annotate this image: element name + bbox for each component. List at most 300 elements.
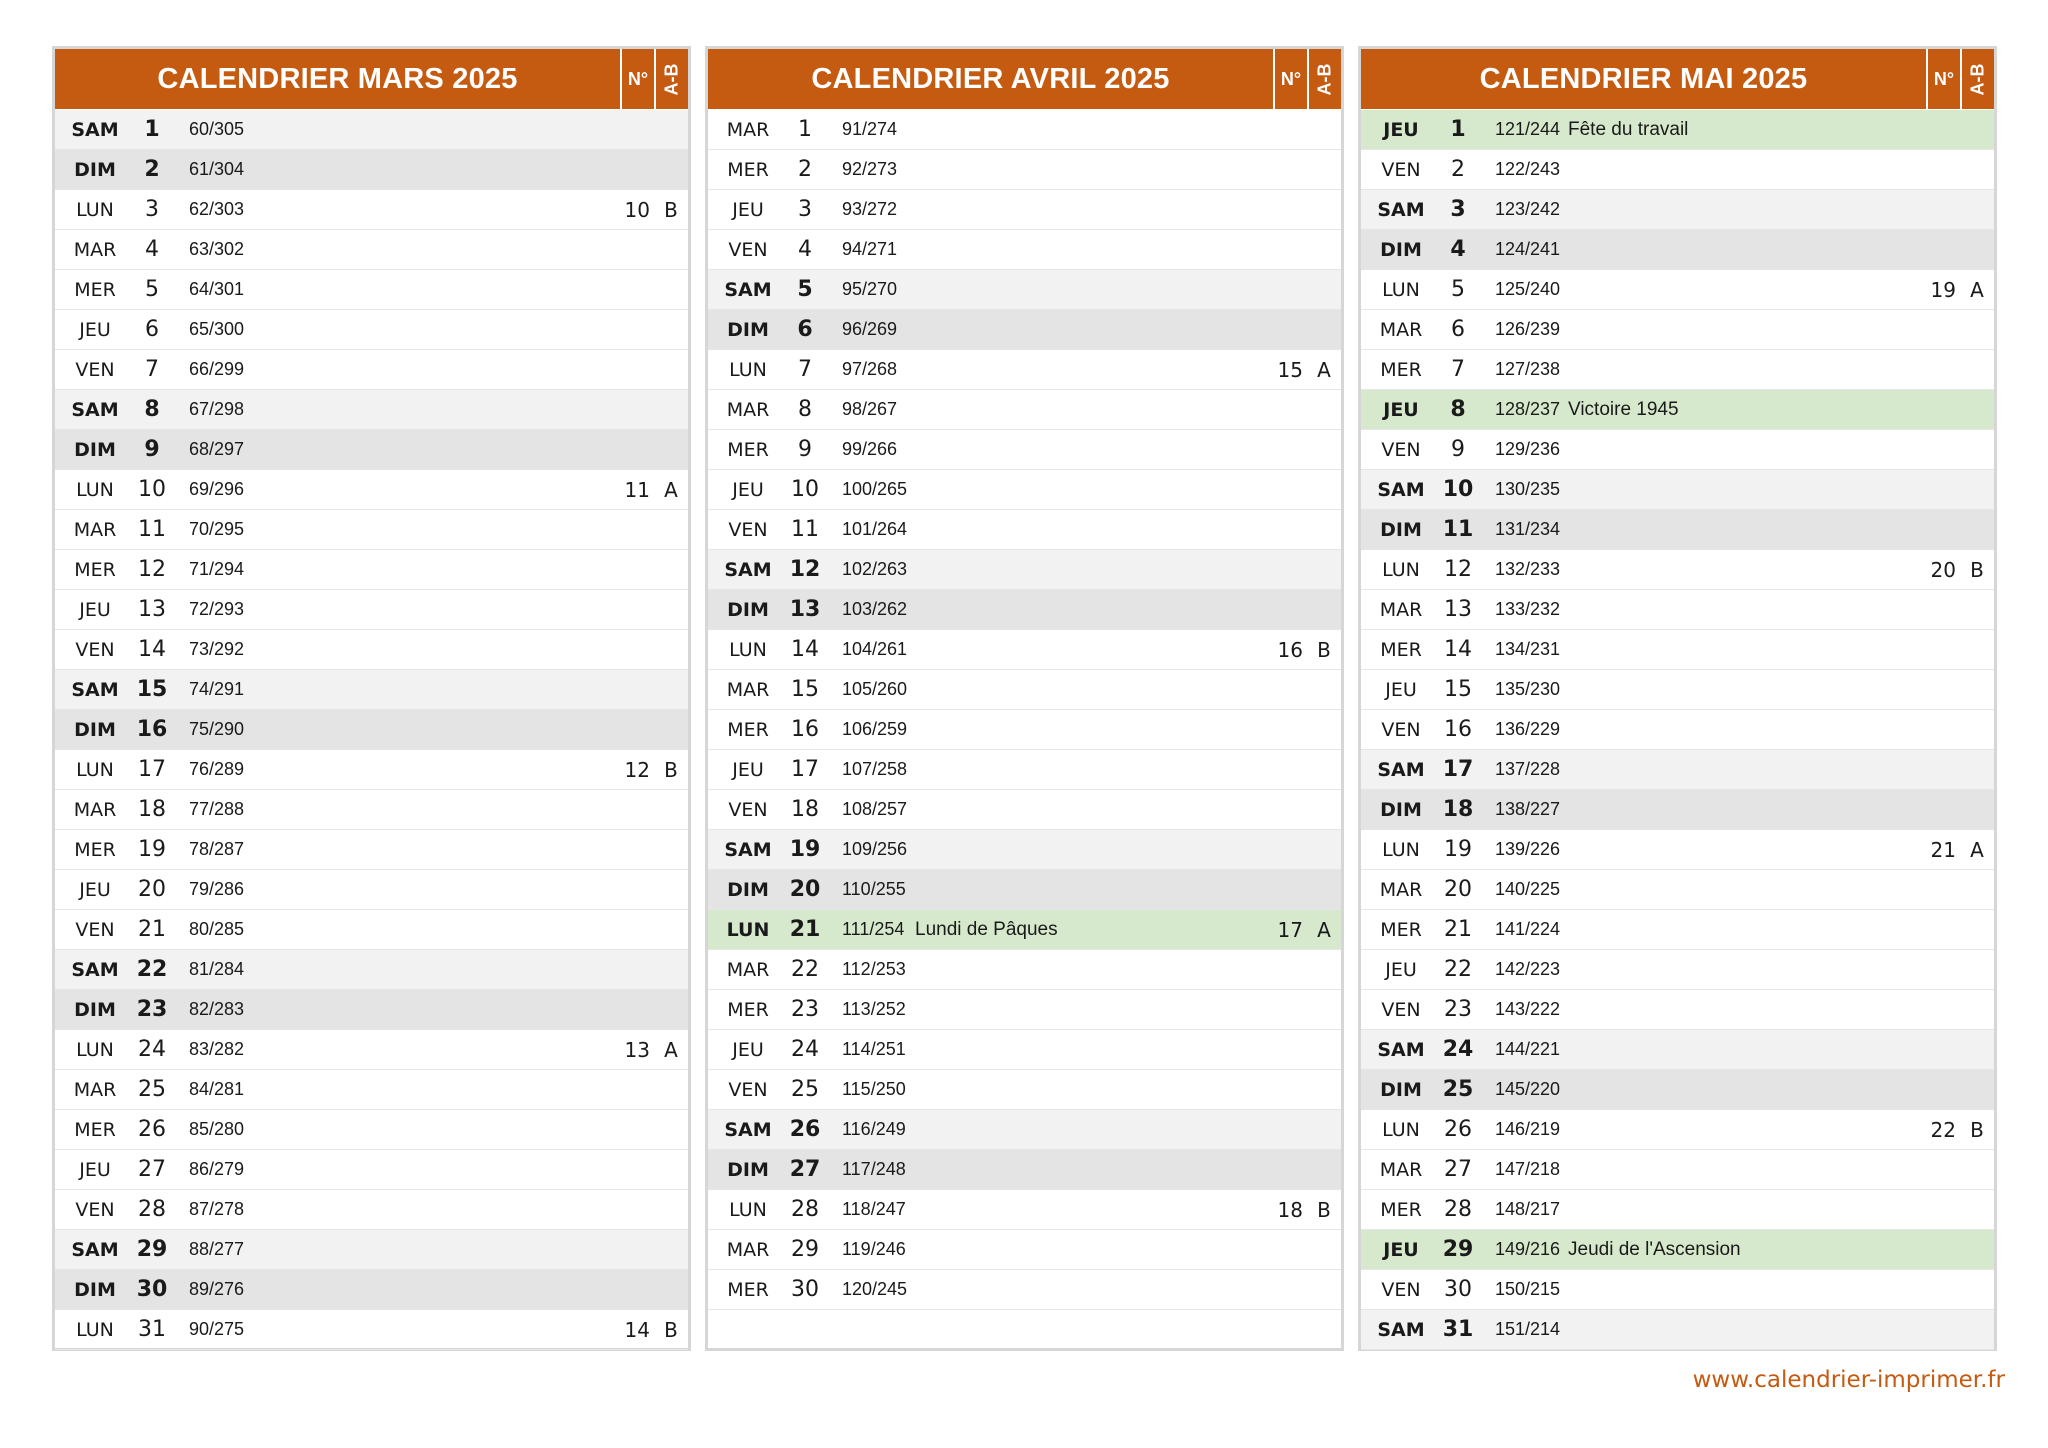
weekday-label: MER — [1380, 1198, 1422, 1221]
day-of-year: 138/227 — [1495, 799, 1561, 819]
weekday-label: LUN — [729, 358, 767, 381]
day-of-year: 92/273 — [842, 159, 898, 179]
day-number: 24 — [791, 1037, 819, 1062]
day-number: 28 — [791, 1197, 819, 1222]
day-number: 13 — [1444, 597, 1472, 622]
day-row — [1361, 630, 1994, 670]
day-number: 22 — [791, 957, 819, 982]
day-number: 22 — [1444, 957, 1472, 982]
day-row — [1361, 1230, 1994, 1270]
day-of-year: 128/237 — [1495, 399, 1561, 419]
weekday-label: VEN — [728, 238, 768, 261]
day-of-year: 61/304 — [189, 159, 245, 179]
day-row — [1361, 950, 1994, 990]
day-of-year: 67/298 — [189, 399, 245, 419]
weekday-label: JEU — [79, 878, 111, 901]
day-of-year: 113/252 — [842, 999, 906, 1019]
day-of-year: 84/281 — [189, 1079, 245, 1099]
day-number: 8 — [1450, 397, 1466, 422]
day-number: 31 — [138, 1317, 166, 1342]
day-of-year: 75/290 — [189, 719, 245, 739]
day-number: 28 — [138, 1197, 166, 1222]
day-number: 6 — [1451, 317, 1465, 342]
day-number: 21 — [138, 917, 166, 942]
weekday-label: DIM — [1380, 238, 1422, 261]
day-number: 24 — [138, 1037, 166, 1062]
day-number: 10 — [791, 477, 819, 502]
month-header — [708, 49, 1341, 110]
weekday-label: MAR — [73, 238, 117, 261]
weekday-label: SAM — [71, 1238, 119, 1261]
weekday-label: MAR — [726, 118, 770, 141]
day-number: 16 — [136, 717, 168, 742]
weekday-label: LUN — [1382, 838, 1420, 861]
ab-week-label: B — [1970, 1117, 1984, 1142]
day-of-year: 151/214 — [1495, 1319, 1561, 1339]
weekday-label: VEN — [1381, 998, 1421, 1021]
day-number: 7 — [1451, 357, 1465, 382]
ab-week-header: A-B — [1307, 49, 1341, 109]
ab-week-label: B — [664, 197, 678, 222]
day-row — [708, 670, 1341, 710]
day-row — [708, 790, 1341, 830]
day-row — [1361, 270, 1994, 310]
week-number: 13 — [624, 1037, 650, 1062]
day-row — [1361, 390, 1994, 430]
day-of-year: 135/230 — [1495, 679, 1561, 699]
weekday-label: LUN — [1382, 278, 1420, 301]
day-number: 14 — [138, 637, 166, 662]
day-number: 3 — [1450, 197, 1466, 222]
weekday-label: LUN — [76, 1318, 114, 1341]
day-of-year: 121/244 — [1495, 119, 1561, 139]
weekday-label: JEU — [732, 478, 764, 501]
day-of-year: 114/251 — [842, 1039, 906, 1059]
month-title: CALENDRIER AVRIL 2025 — [811, 62, 1170, 95]
day-row — [55, 350, 688, 390]
day-of-year: 131/234 — [1495, 519, 1561, 539]
weekday-label: JEU — [732, 198, 764, 221]
day-of-year: 148/217 — [1495, 1199, 1561, 1219]
day-number: 25 — [138, 1077, 166, 1102]
ab-week-label: A — [664, 477, 678, 502]
day-number: 18 — [791, 797, 819, 822]
day-row — [708, 310, 1341, 350]
weekday-label: JEU — [1383, 398, 1419, 421]
day-number: 15 — [136, 677, 168, 702]
day-number: 6 — [797, 317, 813, 342]
day-number: 18 — [1442, 797, 1474, 822]
weekday-label: VEN — [728, 1078, 768, 1101]
holiday-name: Jeudi de l'Ascension — [1568, 1238, 1741, 1260]
day-number: 4 — [145, 237, 159, 262]
ab-week-header: A-B — [654, 49, 688, 109]
day-of-year: 99/266 — [842, 439, 898, 459]
weekday-label: SAM — [1377, 1038, 1425, 1061]
day-of-year: 134/231 — [1495, 639, 1561, 659]
day-row — [1361, 870, 1994, 910]
day-row — [55, 630, 688, 670]
weekday-label: MER — [1380, 358, 1422, 381]
day-row — [55, 870, 688, 910]
day-row — [55, 710, 688, 750]
weekday-label: JEU — [1385, 678, 1417, 701]
day-number: 13 — [789, 597, 821, 622]
day-of-year: 73/292 — [189, 639, 245, 659]
day-number: 1 — [798, 117, 812, 142]
day-number: 25 — [1442, 1077, 1474, 1102]
day-row — [708, 510, 1341, 550]
day-of-year: 95/270 — [842, 279, 898, 299]
weekday-label: MAR — [726, 958, 770, 981]
day-of-year: 93/272 — [842, 199, 898, 219]
weekday-label: SAM — [1377, 198, 1425, 221]
weekday-label: SAM — [71, 398, 119, 421]
day-row — [1361, 1270, 1994, 1310]
day-of-year: 76/289 — [189, 759, 245, 779]
day-of-year: 86/279 — [189, 1159, 245, 1179]
day-of-year: 127/238 — [1495, 359, 1561, 379]
day-row — [55, 1190, 688, 1230]
ab-week-label: B — [664, 1317, 678, 1342]
day-number: 31 — [1442, 1317, 1474, 1342]
day-number: 4 — [1450, 237, 1466, 262]
day-of-year: 125/240 — [1495, 279, 1561, 299]
weekday-label: DIM — [74, 998, 116, 1021]
day-row — [708, 630, 1341, 670]
day-of-year: 88/277 — [189, 1239, 245, 1259]
website-link[interactable]: www.calendrier-imprimer.fr — [1692, 1367, 2005, 1393]
day-row — [55, 550, 688, 590]
day-number: 22 — [136, 957, 168, 982]
day-of-year: 82/283 — [189, 999, 245, 1019]
day-of-year: 142/223 — [1495, 959, 1561, 979]
weekday-label: DIM — [74, 718, 116, 741]
day-row — [1361, 550, 1994, 590]
day-of-year: 104/261 — [842, 639, 908, 659]
weekday-label: VEN — [75, 918, 115, 941]
weekday-label: VEN — [1381, 438, 1421, 461]
weekday-label: SAM — [724, 838, 772, 861]
weekday-label: MAR — [73, 1078, 117, 1101]
day-of-year: 117/248 — [842, 1159, 906, 1179]
weekday-label: MAR — [1379, 318, 1423, 341]
weekday-label: SAM — [724, 278, 772, 301]
weekday-label: MAR — [726, 1238, 770, 1261]
day-row — [1361, 1110, 1994, 1150]
day-row — [1361, 590, 1994, 630]
day-row — [55, 230, 688, 270]
day-row — [708, 110, 1341, 150]
day-number: 9 — [1451, 437, 1465, 462]
day-of-year: 68/297 — [189, 439, 245, 459]
day-of-year: 81/284 — [189, 959, 245, 979]
week-number-header: N° — [620, 49, 654, 109]
day-number: 23 — [791, 997, 819, 1022]
day-row — [55, 1110, 688, 1150]
day-of-year: 139/226 — [1495, 839, 1561, 859]
day-number: 11 — [1442, 517, 1474, 542]
day-of-year: 130/235 — [1495, 479, 1561, 499]
day-row — [708, 1150, 1341, 1190]
month-panel-may — [1358, 46, 1997, 1351]
day-of-year: 112/253 — [842, 959, 906, 979]
weekday-label: JEU — [732, 758, 764, 781]
day-number: 5 — [145, 277, 159, 302]
day-row — [55, 1070, 688, 1110]
day-row — [708, 230, 1341, 270]
day-row — [708, 430, 1341, 470]
ab-week-label: B — [1970, 557, 1984, 582]
holiday-name: Lundi de Pâques — [915, 918, 1058, 940]
day-number: 29 — [136, 1237, 168, 1262]
day-number: 17 — [791, 757, 819, 782]
day-row — [1361, 150, 1994, 190]
weekday-label: DIM — [1380, 518, 1422, 541]
day-number: 15 — [791, 677, 819, 702]
day-of-year: 106/259 — [842, 719, 908, 739]
day-of-year: 70/295 — [189, 519, 245, 539]
day-number: 1 — [144, 117, 160, 142]
weekday-label: LUN — [76, 758, 114, 781]
week-number: 21 — [1930, 837, 1956, 862]
weekday-label: DIM — [74, 438, 116, 461]
day-row — [55, 510, 688, 550]
day-of-year: 63/302 — [189, 239, 245, 259]
day-number: 30 — [791, 1277, 819, 1302]
day-of-year: 133/232 — [1495, 599, 1561, 619]
day-of-year: 150/215 — [1495, 1279, 1561, 1299]
day-number: 2 — [144, 157, 160, 182]
weekday-label: JEU — [732, 1038, 764, 1061]
weekday-label: SAM — [71, 958, 119, 981]
day-of-year: 119/246 — [842, 1239, 906, 1259]
day-row — [1361, 790, 1994, 830]
weekday-label: DIM — [74, 1278, 116, 1301]
month-header — [1361, 49, 1994, 110]
weekday-label: MER — [727, 998, 769, 1021]
weekday-label: DIM — [1380, 798, 1422, 821]
day-row — [55, 1310, 688, 1350]
day-of-year: 91/274 — [842, 119, 898, 139]
month-title: CALENDRIER MARS 2025 — [157, 62, 518, 95]
day-row — [1361, 830, 1994, 870]
day-number: 5 — [797, 277, 813, 302]
day-of-year: 136/229 — [1495, 719, 1561, 739]
weekday-label: VEN — [75, 1198, 115, 1221]
day-of-year: 149/216 — [1495, 1239, 1561, 1259]
day-number: 18 — [138, 797, 166, 822]
day-row — [1361, 470, 1994, 510]
day-number: 9 — [798, 437, 812, 462]
day-row — [55, 950, 688, 990]
month-header — [55, 49, 688, 110]
weekday-label: DIM — [74, 158, 116, 181]
day-row — [1361, 1190, 1994, 1230]
day-number: 3 — [145, 197, 159, 222]
weekday-label: MER — [74, 278, 116, 301]
day-number: 7 — [798, 357, 812, 382]
day-row — [708, 950, 1341, 990]
weekday-label: LUN — [1382, 558, 1420, 581]
month-panel-march — [52, 46, 691, 1351]
day-of-year: 60/305 — [189, 119, 245, 139]
day-of-year: 78/287 — [189, 839, 245, 859]
day-of-year: 141/224 — [1495, 919, 1561, 939]
day-row — [1361, 190, 1994, 230]
day-number: 30 — [1444, 1277, 1472, 1302]
day-row — [55, 470, 688, 510]
ab-week-label: A — [1317, 357, 1331, 382]
day-number: 29 — [791, 1237, 819, 1262]
day-of-year: 65/300 — [189, 319, 245, 339]
day-row — [55, 190, 688, 230]
weekday-label: JEU — [79, 318, 111, 341]
day-row — [708, 470, 1341, 510]
weekday-label: MER — [1380, 638, 1422, 661]
weekday-label: JEU — [1383, 1238, 1419, 1261]
day-number: 19 — [789, 837, 821, 862]
day-row — [55, 910, 688, 950]
day-of-year: 72/293 — [189, 599, 245, 619]
weekday-label: MER — [727, 438, 769, 461]
ab-week-header: A-B — [1960, 49, 1994, 109]
day-row — [55, 110, 688, 150]
day-of-year: 97/268 — [842, 359, 898, 379]
day-row — [1361, 750, 1994, 790]
day-row — [1361, 1030, 1994, 1070]
weekday-label: VEN — [1381, 1278, 1421, 1301]
ab-week-label: A — [664, 1037, 678, 1062]
weekday-label: JEU — [79, 1158, 111, 1181]
weekday-label: VEN — [75, 638, 115, 661]
day-row — [708, 830, 1341, 870]
day-row — [55, 1030, 688, 1070]
week-number-header: N° — [1273, 49, 1307, 109]
weekday-label: LUN — [729, 1198, 767, 1221]
day-number: 29 — [1442, 1237, 1474, 1262]
day-number: 12 — [138, 557, 166, 582]
week-number-header: N° — [1926, 49, 1960, 109]
day-number: 15 — [1444, 677, 1472, 702]
day-row — [55, 790, 688, 830]
day-number: 6 — [145, 317, 159, 342]
day-number: 26 — [1444, 1117, 1472, 1142]
week-number: 22 — [1930, 1117, 1956, 1142]
day-row — [1361, 1150, 1994, 1190]
weekday-label: MER — [74, 1118, 116, 1141]
day-of-year: 101/264 — [842, 519, 908, 539]
day-of-year: 79/286 — [189, 879, 245, 899]
week-number: 16 — [1277, 637, 1303, 662]
day-of-year: 107/258 — [842, 759, 908, 779]
day-of-year: 64/301 — [189, 279, 245, 299]
day-of-year: 89/276 — [189, 1279, 245, 1299]
weekday-label: SAM — [1377, 478, 1425, 501]
day-number: 13 — [138, 597, 166, 622]
day-number: 16 — [791, 717, 819, 742]
weekday-label: MER — [1380, 918, 1422, 941]
day-number: 20 — [789, 877, 821, 902]
day-number: 17 — [138, 757, 166, 782]
day-of-year: 124/241 — [1495, 239, 1561, 259]
weekday-label: MER — [727, 1278, 769, 1301]
day-row — [1361, 670, 1994, 710]
day-row — [708, 550, 1341, 590]
day-row — [708, 750, 1341, 790]
weekday-label: SAM — [71, 678, 119, 701]
weekday-label: SAM — [1377, 758, 1425, 781]
day-number: 19 — [1444, 837, 1472, 862]
weekday-label: SAM — [724, 558, 772, 581]
ab-week-label: A — [1970, 837, 1984, 862]
day-row — [1361, 430, 1994, 470]
weekday-label: MAR — [73, 798, 117, 821]
day-number: 27 — [789, 1157, 821, 1182]
day-number: 7 — [145, 357, 159, 382]
day-of-year: 77/288 — [189, 799, 245, 819]
day-of-year: 122/243 — [1495, 159, 1561, 179]
day-number: 14 — [1444, 637, 1472, 662]
day-of-year: 143/222 — [1495, 999, 1561, 1019]
day-number: 8 — [798, 397, 812, 422]
day-row — [708, 190, 1341, 230]
ab-week-label: B — [1317, 637, 1331, 662]
day-row — [708, 1070, 1341, 1110]
weekday-label: DIM — [1380, 1078, 1422, 1101]
weekday-label: SAM — [1377, 1318, 1425, 1341]
day-of-year: 137/228 — [1495, 759, 1561, 779]
weekday-label: JEU — [79, 598, 111, 621]
day-of-year: 71/294 — [189, 559, 245, 579]
month-title: CALENDRIER MAI 2025 — [1479, 62, 1808, 95]
day-of-year: 85/280 — [189, 1119, 245, 1139]
weekday-label: MER — [74, 558, 116, 581]
weekday-label: SAM — [724, 1118, 772, 1141]
day-of-year: 108/257 — [842, 799, 908, 819]
weekday-label: MAR — [726, 678, 770, 701]
day-of-year: 111/254 — [842, 919, 905, 939]
day-row — [1361, 230, 1994, 270]
day-number: 27 — [1444, 1157, 1472, 1182]
holiday-name: Fête du travail — [1568, 118, 1689, 140]
weekday-label: LUN — [76, 478, 114, 501]
day-number: 10 — [1442, 477, 1474, 502]
weekday-label: VEN — [728, 518, 768, 541]
week-number: 12 — [624, 757, 650, 782]
day-of-year: 146/219 — [1495, 1119, 1561, 1139]
weekday-label: LUN — [76, 198, 114, 221]
weekday-label: MER — [727, 158, 769, 181]
day-row — [55, 990, 688, 1030]
week-number: 17 — [1277, 917, 1303, 942]
day-row — [55, 1230, 688, 1270]
day-of-year: 100/265 — [842, 479, 908, 499]
day-of-year: 116/249 — [842, 1119, 906, 1139]
day-row — [1361, 910, 1994, 950]
day-of-year: 126/239 — [1495, 319, 1561, 339]
day-number: 11 — [791, 517, 819, 542]
day-of-year: 123/242 — [1495, 199, 1561, 219]
day-number: 12 — [1444, 557, 1472, 582]
week-number: 19 — [1930, 277, 1956, 302]
day-row — [708, 1270, 1341, 1310]
day-row — [55, 270, 688, 310]
day-of-year: 110/255 — [842, 879, 906, 899]
day-number: 23 — [136, 997, 168, 1022]
day-number: 2 — [1451, 157, 1465, 182]
day-number: 5 — [1451, 277, 1465, 302]
